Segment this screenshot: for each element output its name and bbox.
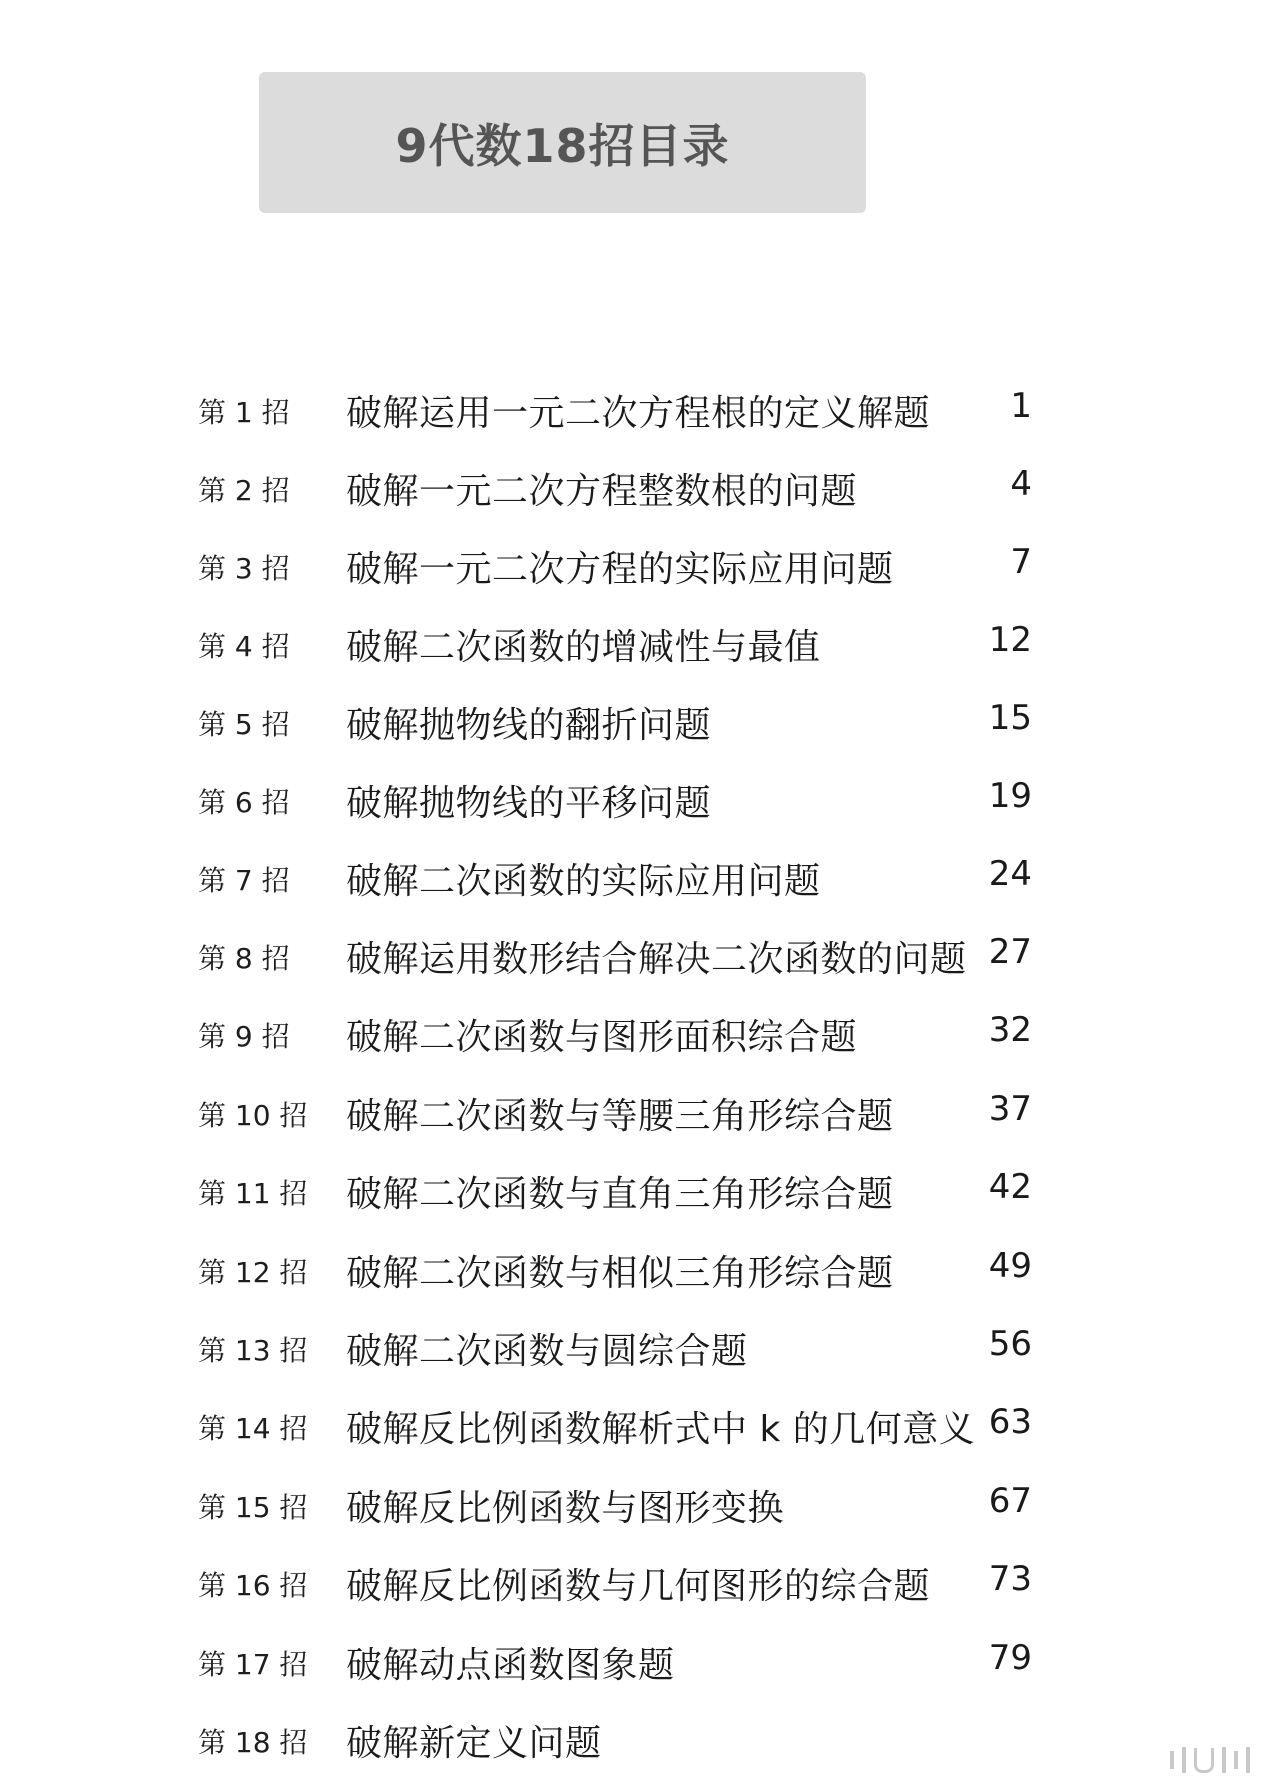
chapter-title: 破解二次函数与直角三角形综合题	[346, 1174, 894, 1215]
chapter-page: 37	[988, 1089, 1032, 1129]
chapter-title: 破解二次函数与圆综合题	[346, 1331, 748, 1372]
chapter-page: 42	[988, 1167, 1032, 1207]
toc-row	[0, 689, 1280, 749]
toc-row	[0, 1315, 1280, 1375]
chapter-label: 第 18 招	[198, 1726, 308, 1759]
watermark-cup	[1194, 1748, 1214, 1773]
chapter-page: 63	[988, 1402, 1032, 1442]
chapter-page: 12	[988, 620, 1032, 660]
watermark-bar	[1234, 1751, 1238, 1769]
toc-row	[0, 611, 1280, 671]
toc-row	[0, 1472, 1280, 1532]
watermark-icon	[1170, 1747, 1250, 1773]
chapter-label: 第 3 招	[198, 552, 290, 585]
chapter-page: 73	[988, 1559, 1032, 1599]
toc-row	[0, 1393, 1280, 1453]
chapter-label: 第 8 招	[198, 942, 290, 975]
watermark-bar	[1170, 1751, 1174, 1769]
chapter-title: 破解二次函数的增减性与最值	[346, 627, 821, 668]
chapter-title: 破解二次函数与等腰三角形综合题	[346, 1096, 894, 1137]
chapter-label: 第 17 招	[198, 1648, 308, 1681]
chapter-label: 第 14 招	[198, 1412, 308, 1445]
chapter-page: 32	[988, 1010, 1032, 1050]
chapter-page: 24	[988, 854, 1032, 894]
chapter-page: 67	[988, 1481, 1032, 1521]
chapter-title: 破解抛物线的平移问题	[346, 783, 712, 824]
toc-row	[0, 1550, 1280, 1610]
chapter-title: 破解反比例函数解析式中 k 的几何意义	[346, 1409, 976, 1450]
chapter-title: 破解二次函数的实际应用问题	[346, 861, 821, 902]
toc-row	[0, 767, 1280, 827]
toc-row	[0, 1629, 1280, 1689]
chapter-page: 27	[988, 932, 1032, 972]
chapter-label: 第 13 招	[198, 1334, 308, 1367]
chapter-page: 1	[1010, 386, 1032, 426]
chapter-label: 第 16 招	[198, 1569, 308, 1602]
chapter-page: 49	[988, 1246, 1032, 1286]
watermark-bar	[1222, 1747, 1226, 1773]
chapter-page: 79	[988, 1638, 1032, 1678]
chapter-label: 第 4 招	[198, 630, 290, 663]
toc-row	[0, 455, 1280, 515]
toc-row	[0, 1158, 1280, 1218]
chapter-label: 第 12 招	[198, 1256, 308, 1289]
toc-row	[0, 533, 1280, 593]
chapter-title: 破解一元二次方程整数根的问题	[346, 471, 858, 512]
chapter-label: 第 10 招	[198, 1099, 308, 1132]
chapter-title: 破解反比例函数与几何图形的综合题	[346, 1566, 931, 1607]
chapter-page: 15	[988, 698, 1032, 738]
chapter-title: 破解二次函数与相似三角形综合题	[346, 1253, 894, 1294]
chapter-label: 第 7 招	[198, 864, 290, 897]
toc-row	[0, 1237, 1280, 1297]
chapter-page: 4	[1010, 464, 1032, 504]
toc-row	[0, 923, 1280, 983]
page-title: 9代数18招目录	[395, 118, 730, 173]
toc-row	[0, 1707, 1280, 1767]
toc-row	[0, 845, 1280, 905]
chapter-page: 19	[988, 776, 1032, 816]
chapter-label: 第 2 招	[198, 474, 290, 507]
chapter-label: 第 5 招	[198, 708, 290, 741]
chapter-title: 破解运用一元二次方程根的定义解题	[346, 393, 931, 434]
chapter-label: 第 9 招	[198, 1020, 290, 1053]
toc-row	[0, 1080, 1280, 1140]
chapter-page: 56	[988, 1324, 1032, 1364]
toc-row	[0, 1001, 1280, 1061]
chapter-title: 破解动点函数图象题	[346, 1645, 675, 1686]
chapter-title: 破解运用数形结合解决二次函数的问题	[346, 939, 967, 980]
chapter-label: 第 6 招	[198, 786, 290, 819]
chapter-title: 破解二次函数与图形面积综合题	[346, 1017, 858, 1058]
chapter-title: 破解抛物线的翻折问题	[346, 705, 712, 746]
chapter-title: 破解反比例函数与图形变换	[346, 1488, 785, 1529]
chapter-page: 7	[1010, 542, 1032, 582]
chapter-title: 破解一元二次方程的实际应用问题	[346, 549, 894, 590]
chapter-label: 第 1 招	[198, 396, 290, 429]
chapter-label: 第 11 招	[198, 1177, 308, 1210]
watermark-bar	[1246, 1747, 1250, 1773]
chapter-label: 第 15 招	[198, 1491, 308, 1524]
toc-row	[0, 377, 1280, 437]
chapter-title: 破解新定义问题	[346, 1723, 602, 1764]
watermark-bar	[1182, 1747, 1186, 1773]
